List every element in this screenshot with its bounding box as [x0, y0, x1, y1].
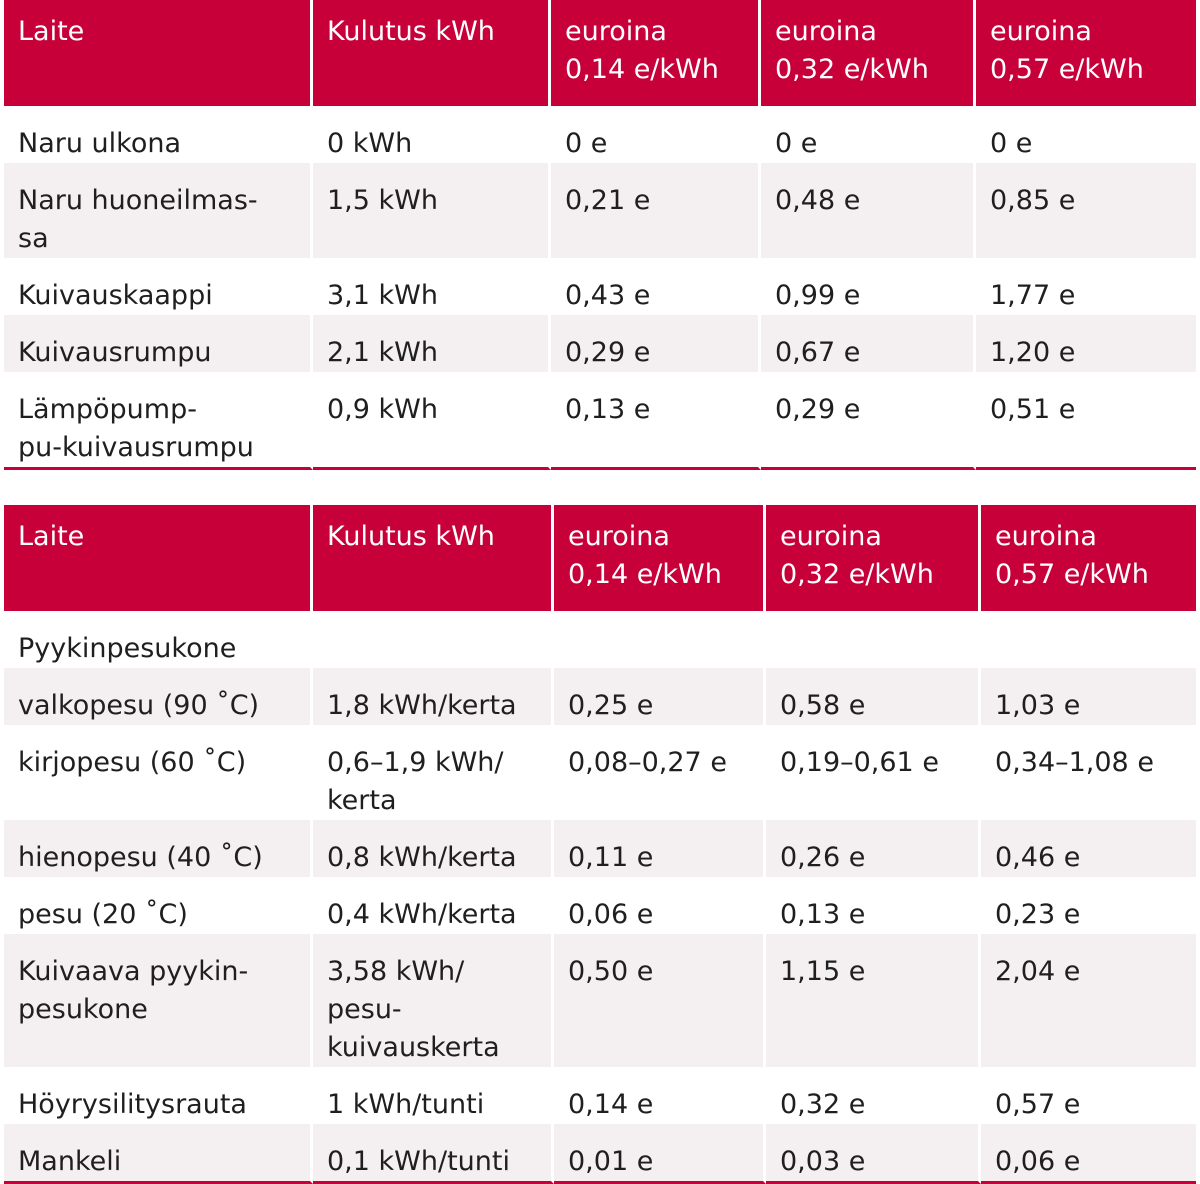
table-cell: 0,29 e	[551, 315, 761, 372]
table-cell: 0,43 e	[551, 258, 761, 315]
table-cell: Kuivaava pyykin- pesukone	[4, 934, 313, 1067]
table-cell: 0 e	[761, 106, 976, 163]
table-cell: 0,21 e	[551, 163, 761, 258]
dryer-cost-table	[4, 0, 1196, 470]
column-header-line: 0,32 e/kWh	[775, 54, 929, 85]
table-row	[4, 1124, 1196, 1184]
column-header-line: Laite	[18, 521, 85, 552]
column-header	[313, 505, 554, 611]
table-cell: 2,1 kWh	[313, 315, 551, 372]
table-cell: 0,1 kWh/tunti	[313, 1124, 554, 1184]
table-cell: 0,03 e	[766, 1124, 981, 1184]
column-header-line: euroina	[568, 521, 670, 552]
table-cell: 0,06 e	[554, 877, 766, 934]
column-header	[766, 505, 981, 611]
laundry-cost-table	[4, 505, 1196, 1184]
column-header	[554, 505, 766, 611]
table-cell: 1,15 e	[766, 934, 981, 1067]
table-cell: 1,8 kWh/kerta	[313, 668, 554, 725]
table-cell: 0,4 kWh/kerta	[313, 877, 554, 934]
table-row	[4, 315, 1196, 372]
table-cell: 0,67 e	[761, 315, 976, 372]
table-cell: 0 e	[990, 128, 1033, 159]
table-cell: 0,8 kWh/kerta	[313, 820, 554, 877]
table-cell: 0,58 e	[766, 668, 981, 725]
table-row	[4, 163, 1196, 258]
table-cell: 0 kWh	[313, 106, 551, 163]
column-header-line: euroina	[565, 16, 667, 47]
table-cell: 0,99 e	[761, 258, 976, 315]
table-cell: 2,04 e	[981, 934, 1196, 1067]
column-header-line: euroina	[775, 16, 877, 47]
table-cell: 1 kWh/tunti	[313, 1067, 554, 1124]
table-row	[4, 820, 1196, 877]
table-header	[4, 505, 1196, 611]
table-cell: 1,77 e	[990, 280, 1076, 311]
table-cell	[981, 611, 1196, 668]
table-cell: 1,20 e	[976, 315, 1196, 372]
table-row	[4, 877, 1196, 934]
table-cell: 0,57 e	[995, 1089, 1081, 1120]
table-cell: 0,6–1,9 kWh/ kerta	[313, 725, 554, 820]
column-header	[4, 505, 313, 611]
table-header	[4, 0, 1196, 106]
table-row	[4, 106, 1196, 163]
column-header	[313, 0, 551, 106]
table-cell: Naru huoneilmas- sa	[4, 163, 313, 258]
column-header	[761, 0, 976, 106]
table-cell: 0,08–0,27 e	[554, 725, 766, 820]
column-header-line: 0,14 e/kWh	[565, 54, 719, 85]
table-cell: 0,23 e	[995, 899, 1081, 930]
table-cell: Lämpöpump- pu-kuivausrumpu	[4, 372, 313, 470]
column-header-line: Laite	[18, 16, 85, 47]
table-cell	[313, 611, 554, 668]
table-cell: 0,06 e	[981, 1124, 1196, 1184]
table-row	[4, 725, 1196, 820]
table-cell: 0,46 e	[981, 820, 1196, 877]
table-cell: 0,01 e	[554, 1124, 766, 1184]
column-header	[976, 0, 1196, 106]
table-row	[4, 611, 1196, 668]
table-cell: 0 e	[551, 106, 761, 163]
column-header-line: euroina	[780, 521, 882, 552]
table-body	[4, 106, 1196, 470]
table-cell: Pyykinpesukone	[4, 611, 313, 668]
table-row	[4, 372, 1196, 470]
column-header-line: Kulutus kWh	[327, 521, 495, 552]
table-cell: 0,32 e	[766, 1067, 981, 1124]
table-cell: 1,03 e	[981, 668, 1196, 725]
table-cell: Mankeli	[4, 1124, 313, 1184]
column-header-line: 0,57 e/kWh	[995, 559, 1149, 590]
table-row	[4, 934, 1196, 1067]
table-cell: 0,50 e	[554, 934, 766, 1067]
table-cell: 0,11 e	[554, 820, 766, 877]
table-cell: 0,9 kWh	[313, 372, 551, 470]
table-cell: 3,58 kWh/ pesu- kuivauskerta	[313, 934, 554, 1067]
table-cell: 0,26 e	[766, 820, 981, 877]
column-header-line: Kulutus kWh	[327, 16, 495, 47]
table-cell: pesu (20 ˚C)	[4, 877, 313, 934]
table-cell: valkopesu (90 ˚C)	[4, 668, 313, 725]
column-header-line: euroina	[995, 521, 1097, 552]
table-cell: Höyrysilitysrauta	[4, 1067, 313, 1124]
table-cell: 0,29 e	[761, 372, 976, 470]
table-cell: 0,13 e	[766, 877, 981, 934]
table-cell: 0,19–0,61 e	[766, 725, 981, 820]
column-header	[4, 0, 313, 106]
table-cell: 3,1 kWh	[313, 258, 551, 315]
table-row	[4, 1067, 1196, 1124]
table-cell: 0,25 e	[554, 668, 766, 725]
column-header-line: euroina	[990, 16, 1092, 47]
table-row	[4, 258, 1196, 315]
table-cell: 0,51 e	[976, 372, 1196, 470]
table-cell: Naru ulkona	[4, 106, 313, 163]
table-cell	[554, 611, 766, 668]
table-cell	[766, 611, 981, 668]
table-cell: hienopesu (40 ˚C)	[4, 820, 313, 877]
table-cell: 0,48 e	[761, 163, 976, 258]
table-cell: 0,85 e	[976, 163, 1196, 258]
column-header-line: 0,32 e/kWh	[780, 559, 934, 590]
table-cell: Kuivausrumpu	[4, 315, 313, 372]
table-cell: 1,5 kWh	[313, 163, 551, 258]
table-cell: Kuivauskaappi	[4, 258, 313, 315]
column-header	[981, 505, 1196, 611]
column-header-line: 0,14 e/kWh	[568, 559, 722, 590]
column-header-line: 0,57 e/kWh	[990, 54, 1144, 85]
table-body	[4, 611, 1196, 1184]
table-cell: 0,14 e	[554, 1067, 766, 1124]
table-cell: 0,13 e	[551, 372, 761, 470]
table-cell: kirjopesu (60 ˚C)	[4, 725, 313, 820]
column-header	[551, 0, 761, 106]
table-cell: 0,34–1,08 e	[995, 747, 1154, 778]
table-row	[4, 668, 1196, 725]
